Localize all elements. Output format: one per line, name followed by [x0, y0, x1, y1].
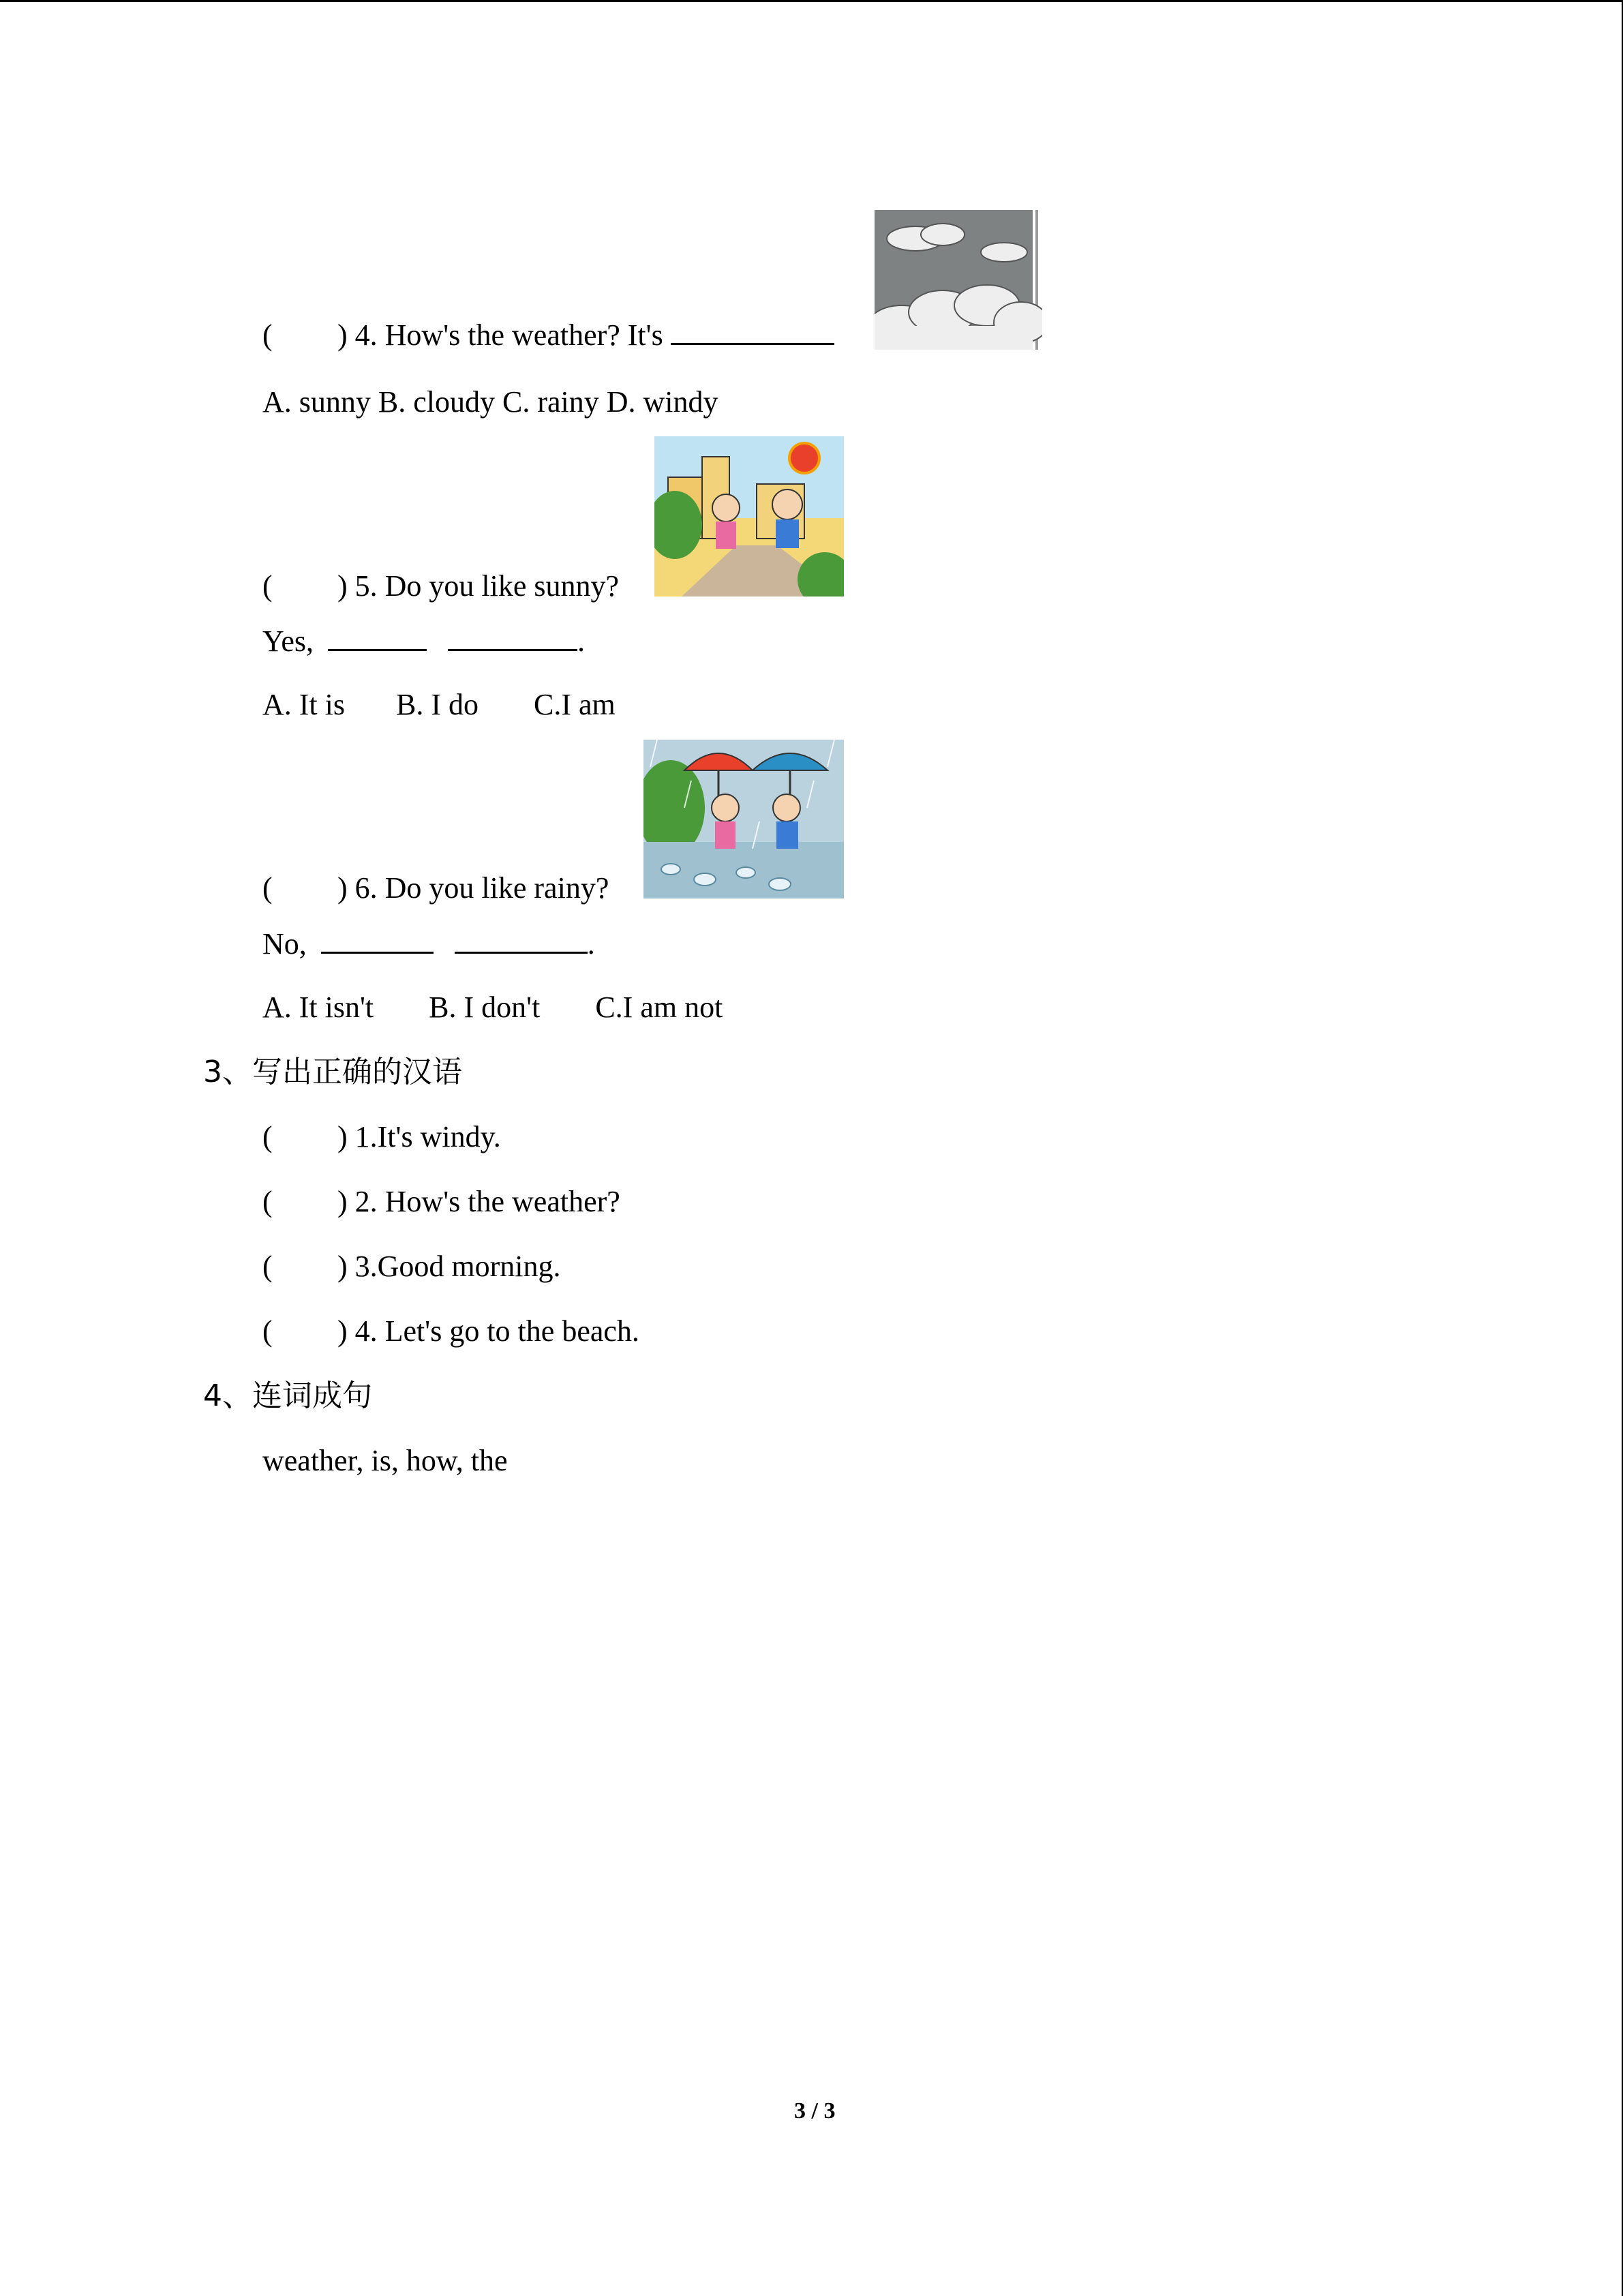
- question-4: [262, 316, 834, 354]
- item-text: ) 2. How's the weather?: [337, 1185, 620, 1218]
- page-number: 3 / 3: [794, 2098, 836, 2124]
- answer-paren[interactable]: (: [262, 1120, 273, 1153]
- answer-suffix: .: [577, 624, 586, 658]
- answer-paren[interactable]: (: [262, 569, 273, 603]
- option-b: B. I do: [396, 688, 479, 721]
- answer-blank-2[interactable]: [455, 924, 588, 954]
- question-5: [262, 567, 619, 605]
- question-text: ) 6. Do you like rainy?: [337, 871, 609, 905]
- section-4-heading: 4、连词成句: [203, 1378, 372, 1413]
- item-text: ) 3.Good morning.: [337, 1250, 561, 1283]
- question-5-options: [262, 686, 616, 724]
- answer-paren[interactable]: (: [262, 1314, 273, 1348]
- section-3-heading: 3、写出正确的汉语: [203, 1055, 462, 1089]
- section-3-item-4: [262, 1312, 639, 1350]
- answer-paren[interactable]: (: [262, 1185, 273, 1218]
- section-3-item-1: [262, 1118, 501, 1156]
- option-b: B. I don't: [429, 991, 541, 1024]
- answer-paren[interactable]: (: [262, 1250, 273, 1283]
- option-a: A. It is: [262, 688, 345, 721]
- section-3-item-3: [262, 1248, 561, 1286]
- cloudy-picture: [875, 210, 1042, 350]
- question-6-options: [262, 988, 723, 1027]
- item-text: ) 1.It's windy.: [337, 1120, 501, 1153]
- question-text: ) 5. Do you like sunny?: [337, 569, 620, 603]
- option-c: C.I am: [534, 688, 616, 721]
- item-text: ) 4. Let's go to the beach.: [337, 1314, 639, 1348]
- answer-blank[interactable]: [671, 316, 834, 345]
- answer-paren[interactable]: (: [262, 871, 273, 905]
- section-4-words: weather, is, how, the: [262, 1444, 508, 1477]
- answer-paren[interactable]: (: [262, 318, 273, 352]
- answer-blank-2[interactable]: [448, 622, 577, 651]
- rainy-picture: [643, 740, 844, 898]
- section-3-item-2: [262, 1183, 620, 1221]
- answer-blank-1[interactable]: [321, 924, 434, 954]
- option-a: A. It isn't: [262, 991, 374, 1024]
- question-5-answer: [262, 622, 585, 661]
- option-c: C.I am not: [595, 991, 723, 1024]
- question-4-options: A. sunny B. cloudy C. rainy D. windy: [262, 385, 718, 419]
- question-text: ) 4. How's the weather? It's: [337, 318, 663, 352]
- question-6: [262, 869, 609, 907]
- sunny-picture: [654, 436, 844, 596]
- question-6-answer: [262, 924, 595, 963]
- answer-blank-1[interactable]: [328, 622, 427, 651]
- answer-prefix: No,: [262, 927, 307, 961]
- answer-prefix: Yes,: [262, 624, 314, 658]
- answer-suffix: .: [587, 927, 595, 961]
